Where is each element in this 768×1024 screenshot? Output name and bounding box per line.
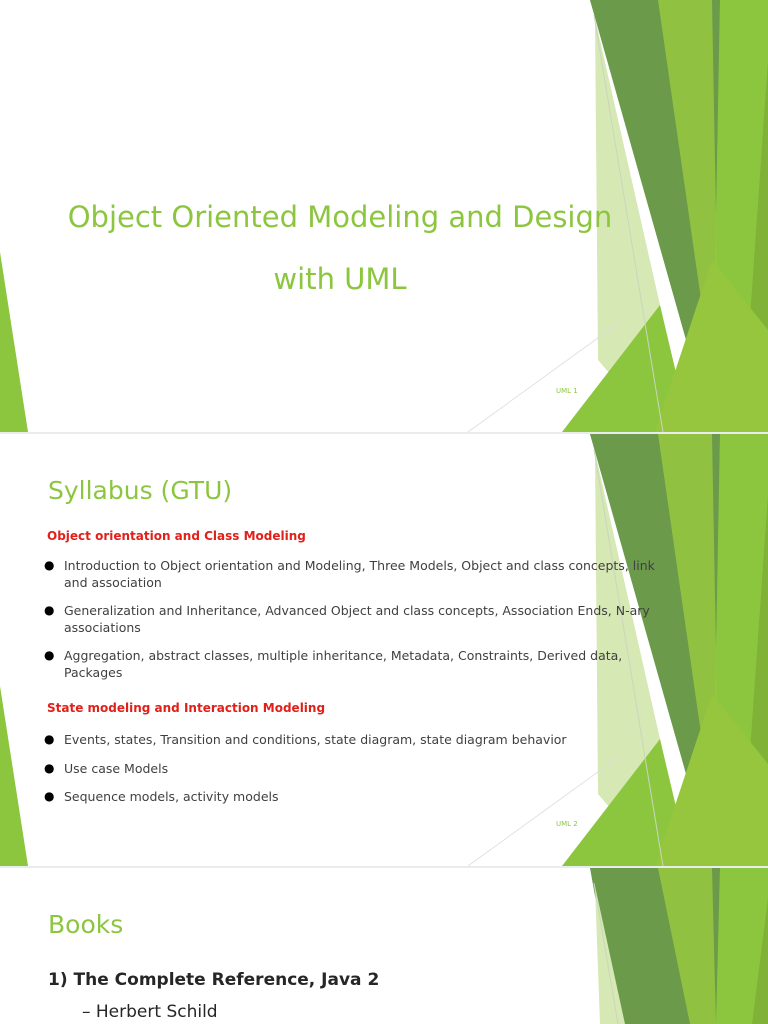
bullet-item: ● Use case Models xyxy=(44,761,169,776)
slide-decoration xyxy=(0,868,768,1024)
section-heading-state-modeling: State modeling and Interaction Modeling xyxy=(47,701,326,715)
syllabus-title: Syllabus (GTU) xyxy=(48,476,233,505)
bullet-item: ● Generalization and Inheritance, Advanced Object and class concepts, Association Ends, N-ary associations xyxy=(44,603,650,635)
title-slide xyxy=(0,0,768,432)
bullet-icon: ● xyxy=(44,648,55,662)
bullet-item: ● Sequence models, activity models xyxy=(44,789,279,804)
presentation-title xyxy=(40,186,640,310)
books-slide xyxy=(0,868,768,1024)
bullet-icon: ● xyxy=(44,603,55,617)
slide-number: UML 1 xyxy=(556,387,578,395)
state-modeling-bullets xyxy=(44,731,656,805)
title-line-2: with UML xyxy=(273,262,407,296)
slide-number: UML 2 xyxy=(556,820,578,828)
bullet-item: ● Events, states, Transition and conditions, state diagram, state diagram behavior xyxy=(44,732,567,747)
title-line-1: Object Oriented Modeling and Design xyxy=(67,200,613,234)
section-heading-class-modeling: Object orientation and Class Modeling xyxy=(47,529,306,543)
bullet-icon: ● xyxy=(44,732,55,746)
books-title: Books xyxy=(48,910,124,939)
class-modeling-bullets xyxy=(44,557,656,681)
bullet-item: ● Introduction to Object orientation and Modeling, Three Models, Object and class concepts, link and association xyxy=(44,558,655,590)
book-1-author: – Herbert Schild xyxy=(82,1002,218,1022)
bullet-icon: ● xyxy=(44,761,55,775)
bullet-item: ● Aggregation, abstract classes, multiple inheritance, Metadata, Constraints, Derived data, Packages xyxy=(44,648,623,680)
bullet-icon: ● xyxy=(44,558,55,572)
bullet-icon: ● xyxy=(44,789,55,803)
book-1-title: 1) The Complete Reference, Java 2 xyxy=(48,970,380,990)
